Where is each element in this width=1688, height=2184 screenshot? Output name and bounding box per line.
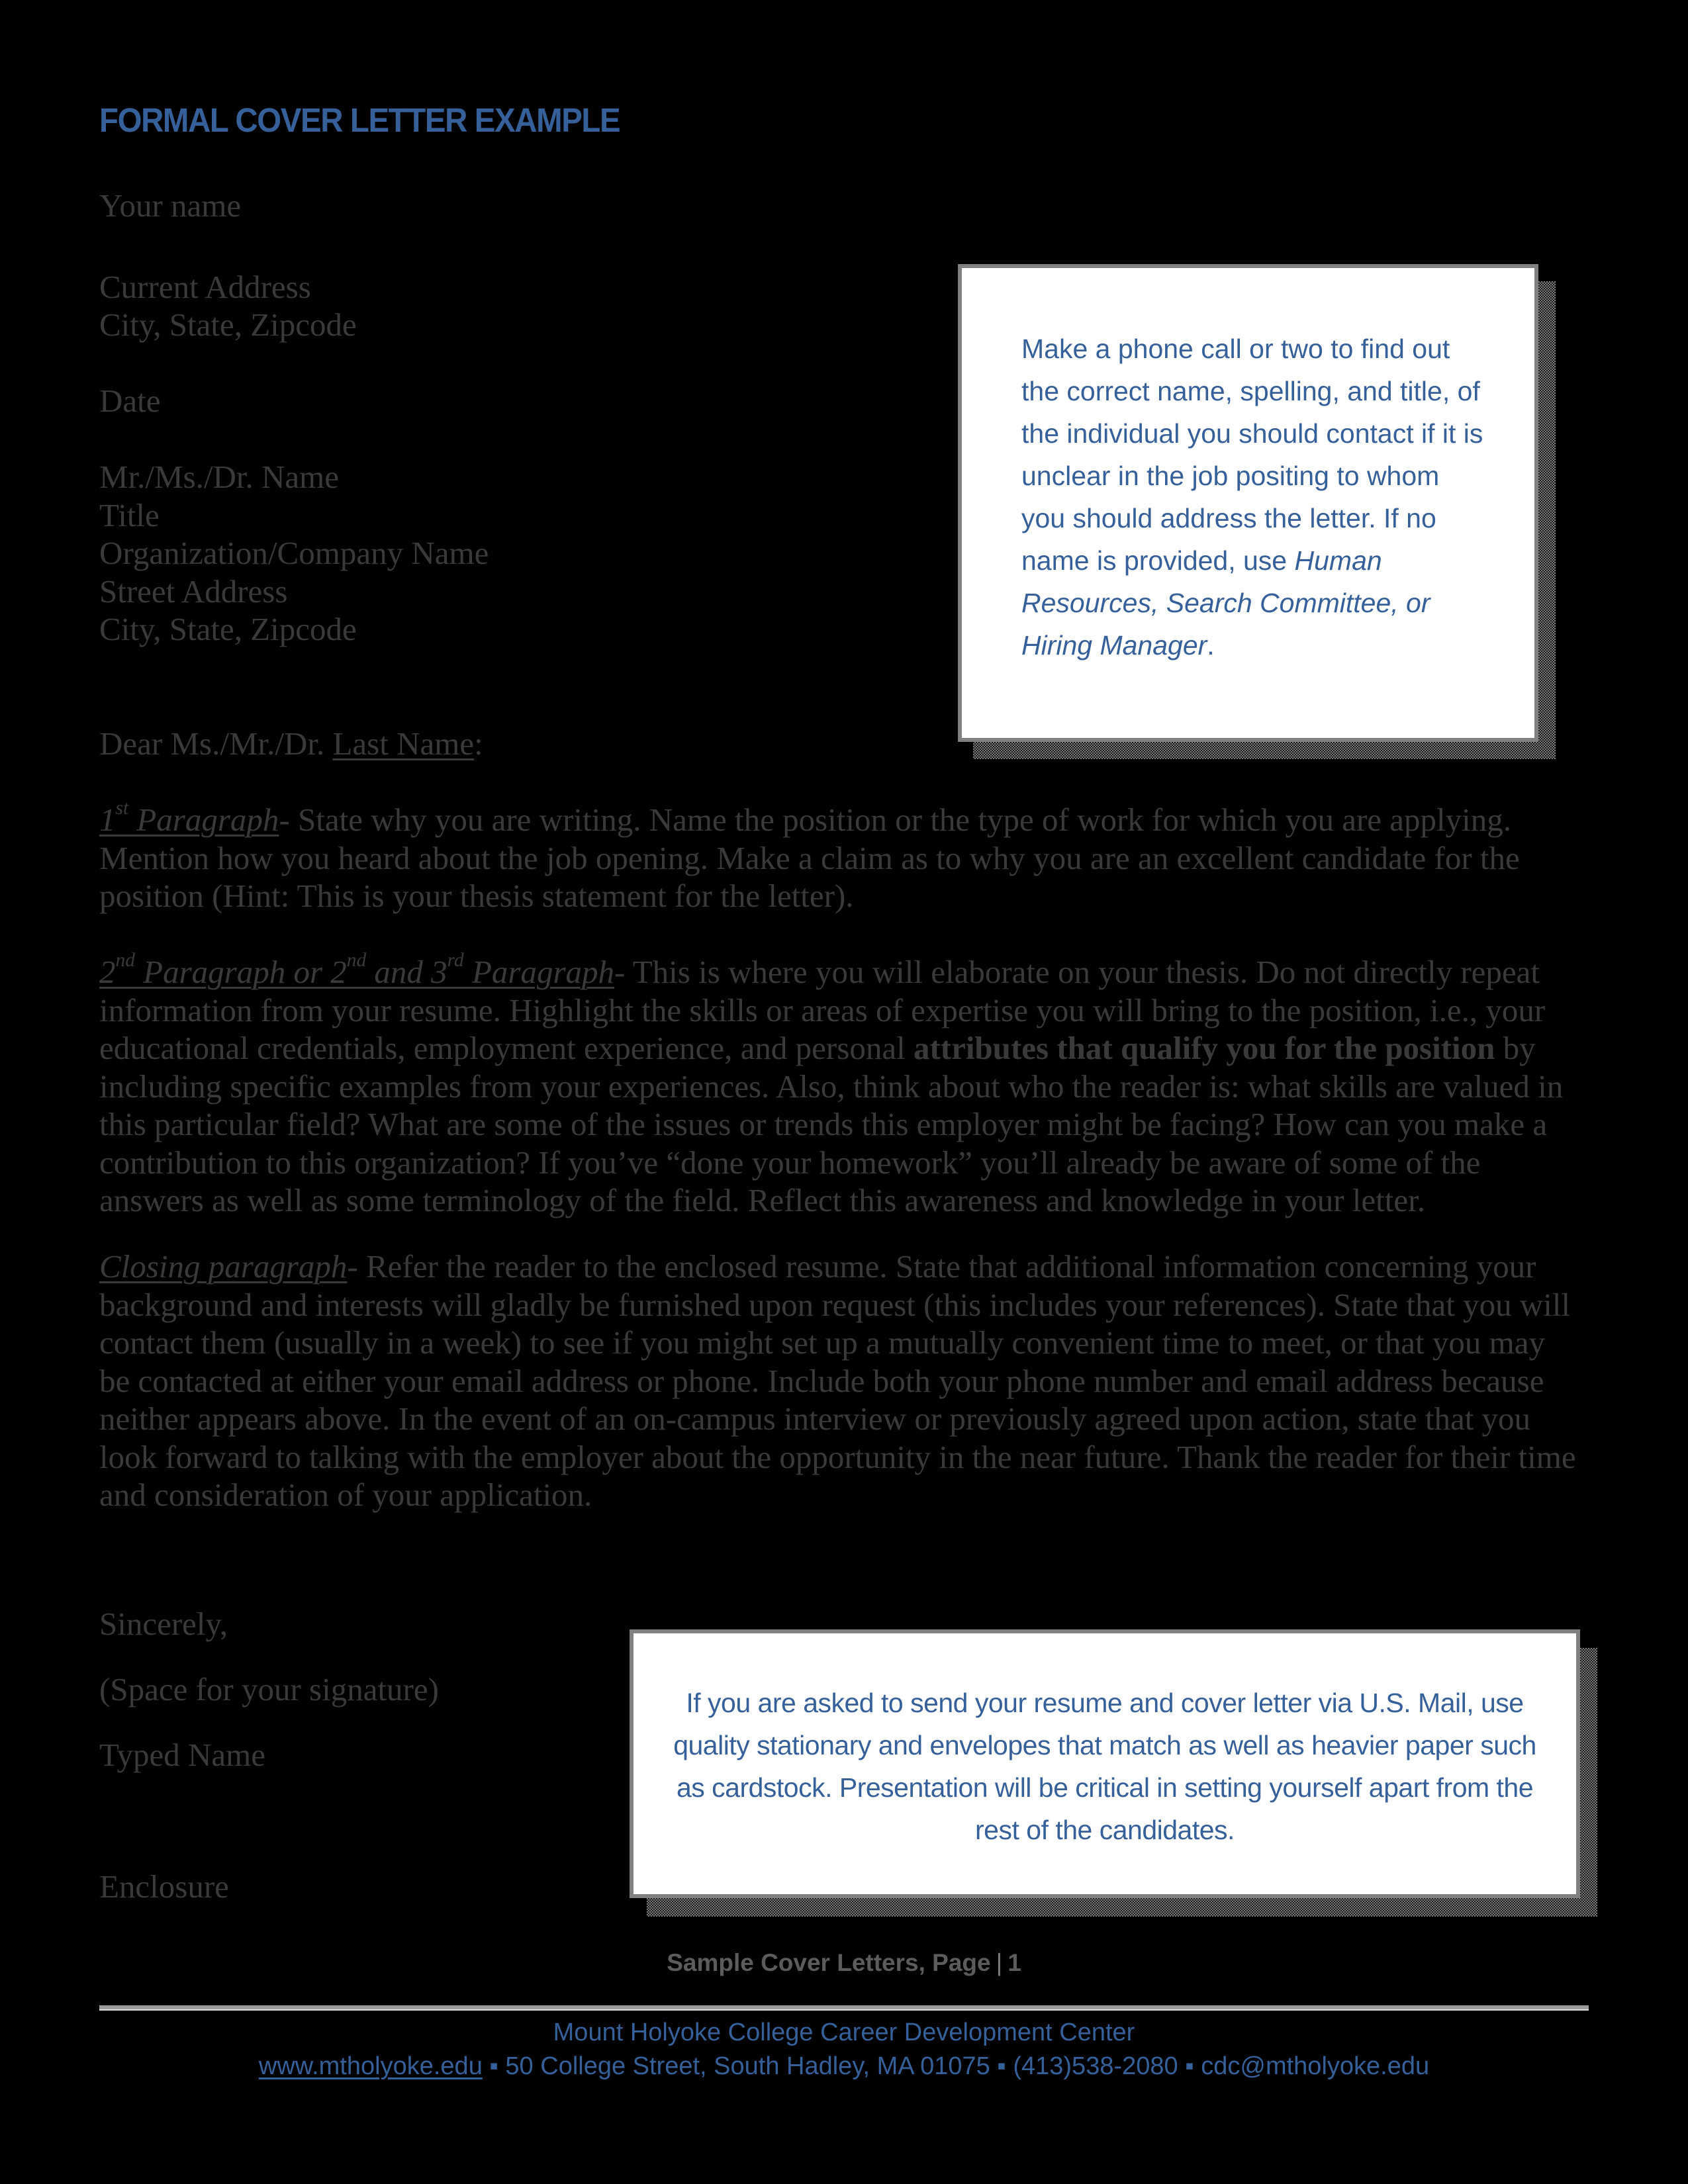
callout-mail-text: If you are asked to send your resume and cover letter via U.S. Mail, use quality stationary and envelopes that match as well as heavier paper such as cardstock. Presentation will be critical in setting yourself apart from the rest of the candidates. <box>673 1688 1536 1845</box>
page-separator: | <box>996 1949 1003 1976</box>
footer-phone: (413)538-2080 <box>1013 2052 1178 2080</box>
footer-address: 50 College Street, South Hadley, MA 01075 <box>505 2052 990 2080</box>
paragraph-second-emphasis: attributes that qualify you for the position <box>913 1030 1495 1066</box>
paragraph-first <box>99 797 1582 915</box>
salutation-prefix: Dear Ms./Mr./Dr. <box>99 725 333 762</box>
paragraph-closing <box>99 1248 1582 1514</box>
recipient-organization: Organization/Company Name <box>99 535 489 571</box>
page-number: 1 <box>1008 1949 1021 1976</box>
footer-divider <box>99 2005 1589 2011</box>
paragraph-second-label: 2nd Paragraph or 2nd and 3rd Paragraph <box>99 950 615 990</box>
paragraph-closing-body: - Refer the reader to the enclosed resume. State that additional information concerning your background and interests will gladly be furnished upon request (this includes your references). State that you will contact them (usually in a week) to see if you might set up a mutually convenient time to meet, or that you may be contacted at either your email address or phone. Include both your phone number and email address because neither appears above. In the event of an on-campus interview or previously agreed upon action, state that you look forward to talking with the employer about the opportunity in the near future. Thank the reader for their time and consideration of your application. <box>99 1248 1576 1513</box>
typed-name: Typed Name <box>99 1737 266 1773</box>
bullet-separator: ▪ <box>482 2052 506 2080</box>
website-link[interactable]: www.mtholyoke.edu <box>258 2052 483 2080</box>
recipient-name: Mr./Ms./Dr. Name <box>99 459 340 495</box>
callout-contact-tip <box>958 264 1538 742</box>
sender-address-line1: Current Address <box>99 269 311 305</box>
footer-contact <box>0 2052 1688 2081</box>
salutation-suffix: : <box>474 725 483 762</box>
footer-organization: Mount Holyoke College Career Development Center <box>553 2019 1135 2046</box>
paragraph-closing-label: Closing paragraph <box>99 1248 348 1285</box>
document-title: FORMAL COVER LETTER EXAMPLE <box>99 101 620 139</box>
salutation <box>99 725 483 763</box>
signoff-closing: Sincerely, <box>99 1606 228 1642</box>
page-label: Sample Cover Letters, Page <box>667 1949 991 1976</box>
salutation-last-name: Last Name <box>332 725 475 762</box>
paragraph-second <box>99 950 1582 1220</box>
recipient-title: Title <box>99 497 160 533</box>
letter-date: Date <box>99 383 161 419</box>
paragraph-first-body: - State why you are writing. Name the position or the type of work for which you are applying. Mention how you heard about the job opening. Make a claim as to why you are an excellent candidate for the position (Hint: This is your thesis statement for the letter). <box>99 801 1520 914</box>
footer-email: cdc@mtholyoke.edu <box>1201 2052 1430 2080</box>
callout-mail-tip <box>630 1629 1580 1898</box>
paragraph-first-label: 1st Paragraph <box>99 797 279 838</box>
bullet-separator: ▪ <box>990 2052 1013 2080</box>
paragraph-second-body-end: by including specific examples from your experiences. Also, think about who the reader is: what skills are valued in this particular field? What are some of the issues or trends this employer might be facing? How can you make a contribution to this organization? If you’ve “done your homework” you’ll already be aware of some of the answers as well as some terminology of the field. Reflect this awareness and knowledge in your letter. <box>99 1030 1564 1218</box>
paragraph-second-body: - This is where you will elaborate on your thesis. Do not directly repeat information from your resume. Highlight the skills or areas of expertise you will bring to the position, i.e., your educational credentials, employment experience, and personal <box>99 954 1546 1066</box>
recipient-street: Street Address <box>99 573 288 610</box>
callout-contact-italic: Human Resources, Search Committee, or Hiring Manager <box>1021 545 1430 660</box>
recipient-city: City, State, Zipcode <box>99 611 357 647</box>
callout-contact-text: Make a phone call or two to find out the correct name, spelling, and title, of the individual you should contact if it is unclear in the job positing to whom you should address the letter. If no name is provided, use Human Resources, Search Committee, or Hiring Manager. <box>1021 334 1483 660</box>
bullet-separator: ▪ <box>1178 2052 1201 2080</box>
signature-space: (Space for your signature) <box>99 1671 439 1707</box>
sender-name: Your name <box>99 187 242 224</box>
sender-address-line2: City, State, Zipcode <box>99 306 357 343</box>
page-number-footer <box>0 1949 1688 1977</box>
enclosure-note: Enclosure <box>99 1868 229 1905</box>
